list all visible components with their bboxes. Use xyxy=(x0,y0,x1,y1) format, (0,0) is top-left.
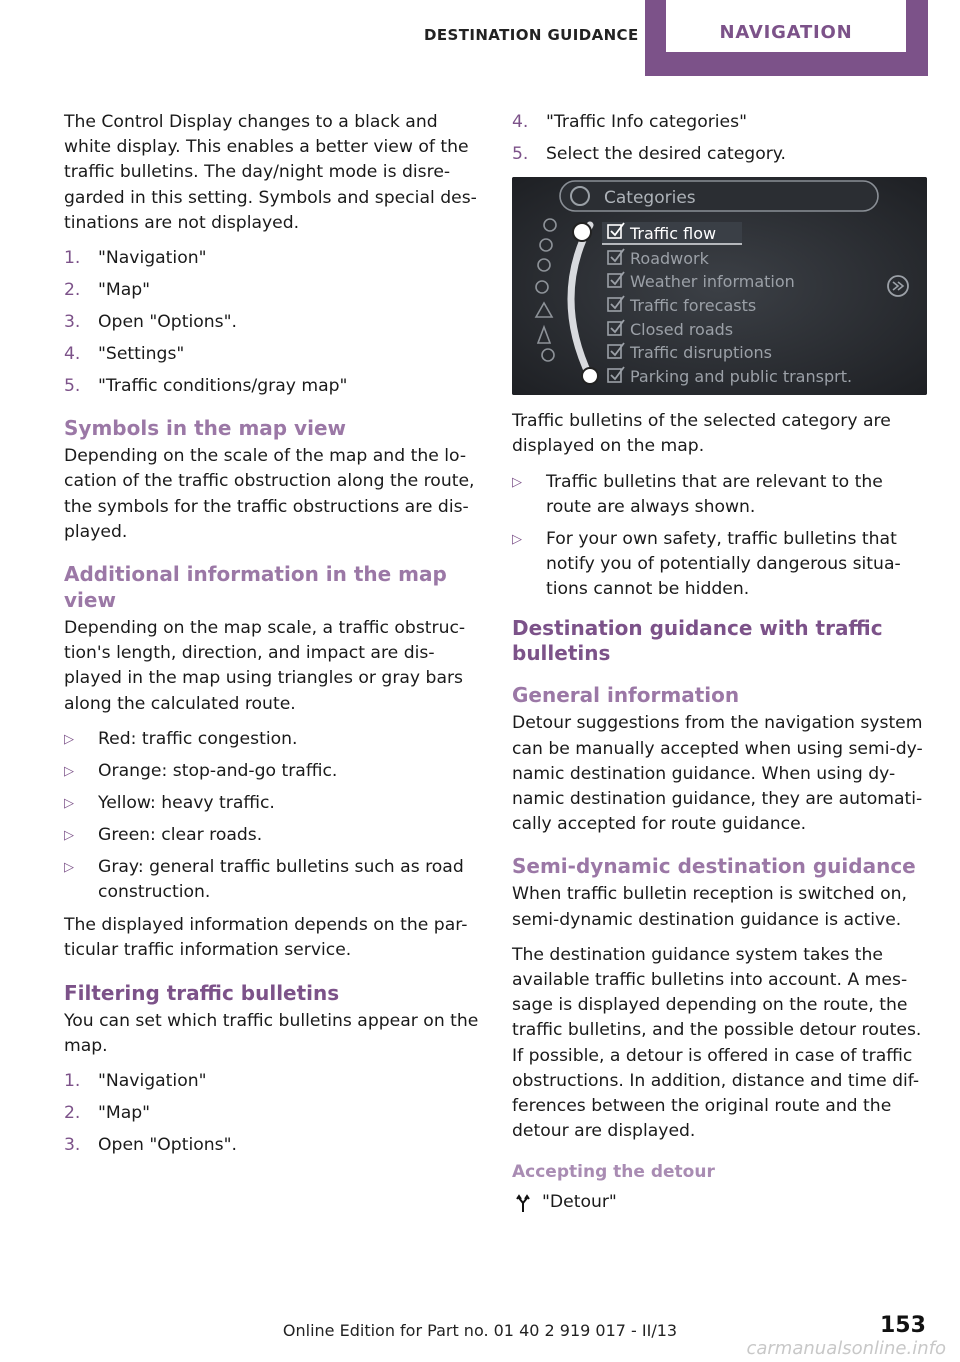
bullet-text: For your own safety, traffic bulletins that notify you of potentially dangerous situa- tions cannot be hidden. xyxy=(546,528,901,600)
symbols-paragraph: Depending on the scale of the map and the lo- cation of the traffic obstruction along the route, the symbols for the traffic obstructions are dis- played. xyxy=(64,446,475,542)
control-display-screenshot xyxy=(512,177,927,395)
detour-instruction xyxy=(512,1190,927,1215)
list-item xyxy=(64,823,479,848)
running-header-section: DESTINATION GUIDANCE xyxy=(424,26,639,44)
triangle-bullet-icon: ▷ xyxy=(512,474,522,490)
list-item xyxy=(512,470,927,520)
step-text: Select the desired category. xyxy=(546,144,786,164)
list-item xyxy=(64,1101,479,1126)
bullet-text: Yellow: heavy traffic. xyxy=(98,792,275,813)
step-number: 3. xyxy=(64,1135,81,1156)
menu-item-traffic-flow: Traffic flow xyxy=(630,224,717,244)
screen-title: Categories xyxy=(604,188,696,209)
bulletins-paragraph: Traffic bulletins of the selected category are displayed on the map. xyxy=(512,411,891,457)
step-number: 1. xyxy=(64,1071,81,1092)
detour-label: "Detour" xyxy=(542,1192,617,1213)
steps-list-2 xyxy=(64,1069,479,1158)
footer-edition: Online Edition for Part no. 01 40 2 919 017 - II/13 xyxy=(282,1321,678,1340)
step-text: "Settings" xyxy=(98,344,185,365)
menu-item-parking: Parking and public transprt. xyxy=(630,367,853,387)
bullet-text: Orange: stop-and-go traffic. xyxy=(98,760,338,781)
list-item xyxy=(64,759,479,784)
bulletins-bullet-list xyxy=(512,470,927,603)
list-item xyxy=(64,374,479,399)
heading-semi-dynamic: Semi-dynamic destination guidance xyxy=(512,854,916,879)
header-tab-navigation: NAVIGATION xyxy=(719,22,853,43)
list-item xyxy=(64,791,479,816)
step-number: 2. xyxy=(64,280,81,301)
step-text: "Traffic conditions/gray map" xyxy=(98,376,348,397)
steps-list-1 xyxy=(64,246,479,399)
heading-general-information: General information xyxy=(512,683,740,708)
list-item xyxy=(512,142,927,167)
additional-paragraph: Depending on the map scale, a traffic obstruc- tion's length, direction, and impact are dis- played in the map using triangles or gray bars along the calculated route. xyxy=(64,618,466,714)
list-item xyxy=(64,1069,479,1094)
list-item xyxy=(64,278,479,303)
step-number: 1. xyxy=(64,248,81,269)
list-item xyxy=(64,246,479,271)
detour-arrow-icon xyxy=(516,1193,530,1221)
list-item xyxy=(64,342,479,367)
intro-paragraph: The Control Display changes to a black and white display. This enables a better view of the traffic bulletins. The day/night mode is disre- garded in this setting. Symbols and special des- tinations are not displayed. xyxy=(64,112,477,233)
step-text: "Map" xyxy=(98,1103,151,1124)
step-text: "Navigation" xyxy=(98,248,207,269)
step-text: "Navigation" xyxy=(98,1071,207,1092)
right-column xyxy=(512,110,927,1215)
menu-item-weather: Weather information xyxy=(630,272,795,292)
step-text: Open "Options". xyxy=(98,312,237,333)
step-number: 2. xyxy=(64,1103,81,1124)
semi-paragraph-1: When traffic bulletin reception is switched on, semi-dynamic destination guidance is active. xyxy=(512,884,907,930)
general-paragraph: Detour suggestions from the navigation system can be manually accepted when using semi-dy- namic destination guidance. When using dy- namic destination guidance, they are automati- cally accepted for route guidance. xyxy=(512,713,923,835)
menu-item-forecasts: Traffic forecasts xyxy=(630,296,757,316)
step-number: 4. xyxy=(64,344,81,365)
step-text: Open "Options". xyxy=(98,1135,237,1156)
triangle-bullet-icon: ▷ xyxy=(64,731,74,747)
left-column xyxy=(64,110,479,1166)
triangle-bullet-icon: ▷ xyxy=(512,531,522,547)
menu-item-closed-roads: Closed roads xyxy=(630,320,734,340)
bullet-text: Gray: general traffic bulletins such as road construction. xyxy=(98,856,464,903)
triangle-bullet-icon: ▷ xyxy=(64,763,74,779)
step-number: 5. xyxy=(512,144,529,164)
menu-item-disruptions: Traffic disruptions xyxy=(630,343,772,363)
list-item xyxy=(64,1133,479,1158)
arc-end-knob xyxy=(582,368,598,384)
step-text: "Traffic Info categories" xyxy=(546,112,747,132)
bullet-text: Red: traffic congestion. xyxy=(98,728,298,749)
watermark: carmanualsonline.info xyxy=(746,1338,946,1359)
triangle-bullet-icon: ▷ xyxy=(64,827,74,843)
steps-list-3 xyxy=(512,110,927,167)
filtering-paragraph: You can set which traffic bulletins appear on the map. xyxy=(64,1010,479,1056)
list-item xyxy=(512,110,927,135)
color-bullet-list xyxy=(64,727,479,905)
bullet-text: Traffic bulletins that are relevant to the route are always shown. xyxy=(546,471,883,517)
categories-menu-graphic xyxy=(512,177,927,395)
step-number: 5. xyxy=(64,376,81,397)
menu-item-roadwork: Roadwork xyxy=(630,249,709,269)
step-number: 4. xyxy=(512,112,529,132)
heading-symbols: Symbols in the map view xyxy=(64,416,346,441)
page-number: 153 xyxy=(880,1313,926,1338)
list-item xyxy=(64,310,479,335)
arc-start-knob xyxy=(573,223,591,241)
semi-paragraph-2: The destination guidance system takes the available traffic bulletins into account. A mes- sage is displayed depending on the route, the traffic bulletins, and the possible detour routes. If possible, a detour is offered in case of traffic obstructions. In addition, distance and time dif- ferences between the original route and the detour are displayed. xyxy=(512,944,922,1142)
list-item xyxy=(64,727,479,752)
heading-accepting-detour: Accepting the detour xyxy=(512,1162,715,1183)
heading-destination-guidance: Destination guidance with traffic bulletins xyxy=(512,616,883,666)
triangle-bullet-icon: ▷ xyxy=(64,859,74,875)
triangle-bullet-icon: ▷ xyxy=(64,795,74,811)
heading-filtering: Filtering traffic bulletins xyxy=(64,980,340,1005)
displayed-info-paragraph: The displayed information depends on the par- ticular traffic information service. xyxy=(64,915,468,961)
step-text: "Map" xyxy=(98,280,151,301)
step-number: 3. xyxy=(64,312,81,333)
list-item xyxy=(512,527,927,603)
list-item xyxy=(64,855,479,905)
bullet-text: Green: clear roads. xyxy=(98,824,263,845)
heading-additional-info: Additional information in the map view xyxy=(64,562,447,613)
